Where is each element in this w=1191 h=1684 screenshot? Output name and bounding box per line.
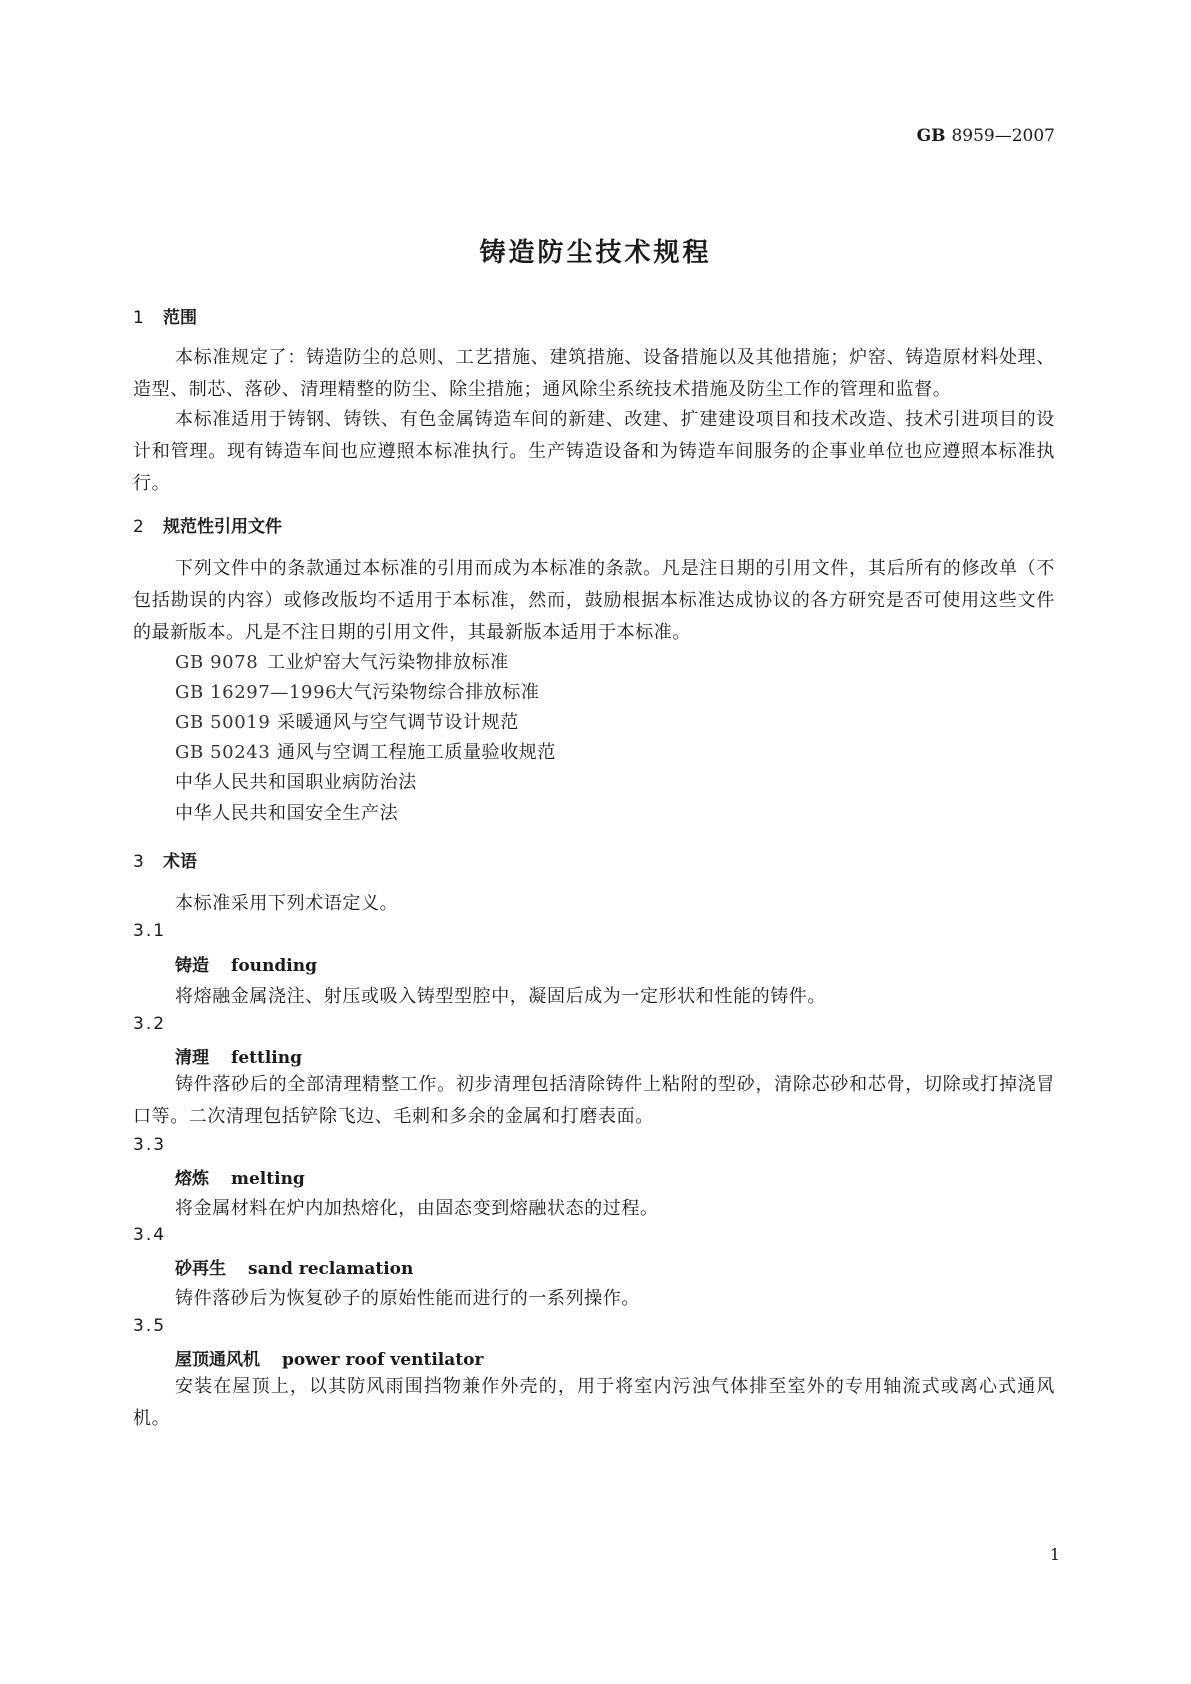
section-number: 1 <box>133 308 144 328</box>
section-title: 规范性引用文件 <box>163 517 282 537</box>
reference-title: 大气污染物综合排放标准 <box>335 682 540 703</box>
term-cn: 铸造 <box>175 956 209 976</box>
section-2-paragraph: 下列文件中的条款通过本标准的引用而成为本标准的条款。凡是注日期的引用文件，其后所有的修改单（不包括勘误的内容）或修改版均不适用于本标准，然而，鼓励根据本标准达成协议的各方研究是否可使用这些文件的最新版本。凡是不注日期的引用文件，其最新版本适用于本标准。 <box>133 558 1055 643</box>
section-number: 2 <box>133 517 144 537</box>
term-definition: 安装在屋顶上，以其防风雨围挡物兼作外壳的，用于将室内污浊气体排至室外的专用轴流式或离心式通风机。 <box>133 1376 1055 1429</box>
section-2-heading <box>133 512 282 537</box>
term-cn: 清理 <box>175 1048 209 1068</box>
standard-code <box>917 126 1055 146</box>
section-3-intro: 本标准采用下列术语定义。 <box>175 893 399 914</box>
reference-code: GB 16297—1996 <box>175 682 338 703</box>
term-definition: 铸件落砂后为恢复砂子的原始性能而进行的一系列操作。 <box>175 1288 640 1309</box>
clause-number: 3.3 <box>133 1135 167 1155</box>
reference-code: GB 50243 <box>175 742 271 763</box>
term-heading <box>175 1345 483 1370</box>
reference-item <box>175 708 519 734</box>
section-3-heading <box>133 847 197 872</box>
term-en: sand reclamation <box>248 1259 414 1279</box>
term-heading <box>175 1254 413 1279</box>
term-cn: 砂再生 <box>175 1259 226 1279</box>
term-heading <box>175 951 317 976</box>
clause-number: 3.1 <box>133 921 167 941</box>
standard-number: 8959—2007 <box>951 126 1055 146</box>
document-title: 铸造防尘技术规程 <box>479 238 712 268</box>
section-1-heading <box>133 303 197 328</box>
term-cn: 屋顶通风机 <box>175 1350 260 1370</box>
section-title: 范围 <box>163 308 197 328</box>
section-number: 3 <box>133 852 144 872</box>
standard-prefix: GB <box>916 126 946 146</box>
reference-item <box>175 768 417 794</box>
page-number: 1 <box>1049 1545 1060 1564</box>
term-heading <box>175 1164 305 1189</box>
term-cn: 熔炼 <box>175 1169 209 1189</box>
term-definition: 将金属材料在炉内加热熔化，由固态变到熔融状态的过程。 <box>175 1198 659 1219</box>
term-en: melting <box>231 1169 305 1189</box>
term-heading <box>175 1043 302 1068</box>
clause-number: 3.2 <box>133 1014 167 1034</box>
reference-title: 采暖通风与空气调节设计规范 <box>277 712 519 733</box>
clause-number: 3.5 <box>133 1316 167 1336</box>
reference-title: 中华人民共和国职业病防治法 <box>175 772 417 793</box>
term-en: power roof ventilator <box>282 1350 484 1370</box>
term-en: founding <box>231 956 317 976</box>
reference-title: 工业炉窑大气污染物排放标准 <box>267 652 509 673</box>
clause-number: 3.4 <box>133 1225 167 1245</box>
term-en: fettling <box>231 1048 302 1068</box>
reference-title: 中华人民共和国安全生产法 <box>175 803 399 824</box>
term-definition: 将熔融金属浇注、射压或吸入铸型型腔中，凝固后成为一定形状和性能的铸件。 <box>175 986 826 1007</box>
reference-item <box>175 738 556 764</box>
term-definition: 铸件落砂后的全部清理精整工作。初步清理包括清除铸件上粘附的型砂，清除芯砂和芯骨，切除或打掉浇冒口等。二次清理包括铲除飞边、毛刺和多余的金属和打磨表面。 <box>133 1074 1055 1127</box>
reference-item <box>175 678 540 704</box>
reference-item <box>175 799 398 825</box>
reference-title: 通风与空调工程施工质量验收规范 <box>277 742 556 763</box>
section-1-paragraph-2: 本标准适用于铸钢、铸铁、有色金属铸造车间的新建、改建、扩建建设项目和技术改造、技术引进项目的设计和管理。现有铸造车间也应遵照本标准执行。生产铸造设备和为铸造车间服务的企事业单位也应遵照本标准执行。 <box>133 409 1055 494</box>
section-1-paragraph-1: 本标准规定了：铸造防尘的总则、工艺措施、建筑措施、设备措施以及其他措施；炉窑、铸造原材料处理、造型、制芯、落砂、清理精整的防尘、除尘措施；通风除尘系统技术措施及防尘工作的管理和监督。 <box>133 347 1055 400</box>
reference-item <box>175 648 509 674</box>
reference-code: GB 50019 <box>175 712 271 733</box>
section-title: 术语 <box>163 852 197 872</box>
reference-code: GB 9078 <box>175 652 259 673</box>
